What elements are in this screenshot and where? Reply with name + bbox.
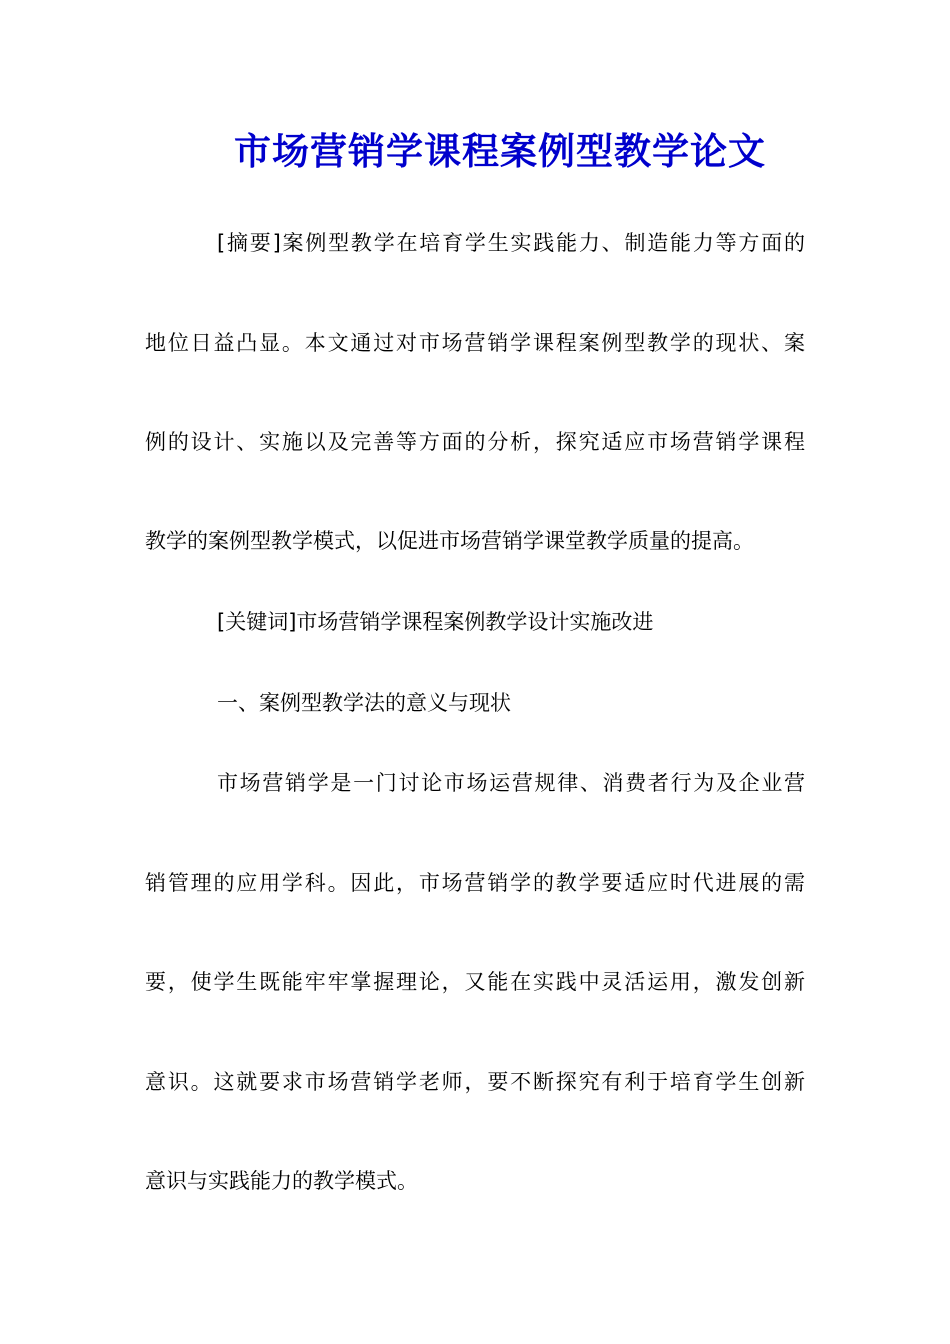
abstract-line-3: 例的设计、实施以及完善等方面的分析，探究适应市场营销学课程 bbox=[145, 430, 805, 454]
abstract-line-1: [摘要]案例型教学在培育学生实践能力、制造能力等方面的 bbox=[217, 231, 805, 255]
abstract-line-4: 教学的案例型教学模式，以促进市场营销学课堂教学质量的提高。 bbox=[145, 529, 754, 553]
document-title: 市场营销学课程案例型教学论文 bbox=[234, 129, 766, 173]
body-line-5: 意识与实践能力的教学模式。 bbox=[145, 1169, 418, 1193]
body-line-2: 销管理的应用学科。因此，市场营销学的教学要适应时代进展的需 bbox=[145, 871, 805, 895]
body-line-1: 市场营销学是一门讨论市场运营规律、消费者行为及企业营 bbox=[217, 771, 805, 795]
abstract-line-2: 地位日益凸显。本文通过对市场营销学课程案例型教学的现状、案 bbox=[145, 331, 805, 355]
keywords-line: [关键词]市场营销学课程案例教学设计实施改进 bbox=[217, 610, 654, 634]
section-heading: 一、案例型教学法的意义与现状 bbox=[217, 691, 511, 715]
body-line-3: 要，使学生既能牢牢掌握理论，又能在实践中灵活运用，激发创新 bbox=[145, 970, 805, 994]
body-line-4: 意识。这就要求市场营销学老师，要不断探究有利于培育学生创新 bbox=[145, 1070, 805, 1094]
